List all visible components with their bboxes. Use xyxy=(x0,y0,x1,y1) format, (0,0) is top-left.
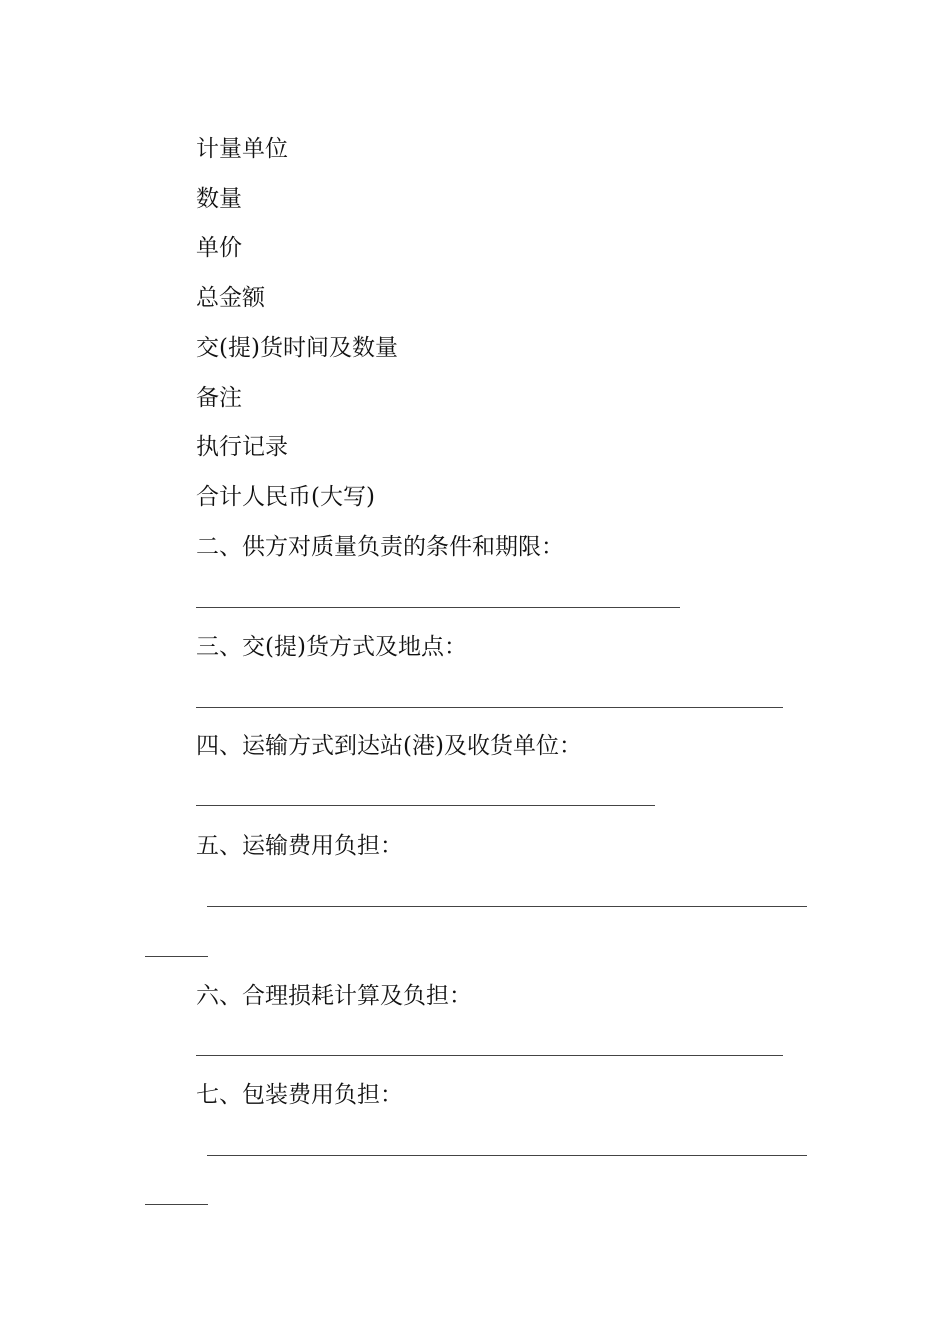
blank-line-loss xyxy=(196,1055,783,1056)
field-execution-record: 执行记录 xyxy=(196,434,288,460)
clause-transport-destination: 四、运输方式到达站(港)及收货单位： xyxy=(196,733,582,759)
blank-line-quality xyxy=(196,607,680,608)
clause-quality-responsibility: 二、供方对质量负责的条件和期限： xyxy=(196,534,564,560)
blank-line-delivery xyxy=(196,707,783,708)
field-delivery-time-quantity: 交(提)货时间及数量 xyxy=(196,335,398,361)
blank-line-transport-cost-cont xyxy=(145,956,208,957)
field-unit-price: 单价 xyxy=(196,235,242,261)
blank-line-packaging xyxy=(207,1155,807,1156)
field-total-rmb-capital: 合计人民币(大写) xyxy=(196,484,375,510)
clause-packaging-cost: 七、包装费用负担： xyxy=(196,1082,403,1108)
blank-line-packaging-cont xyxy=(145,1204,208,1205)
field-total-amount: 总金额 xyxy=(196,285,265,311)
clause-delivery-method-place: 三、交(提)货方式及地点： xyxy=(196,634,467,660)
clause-loss-calculation: 六、合理损耗计算及负担： xyxy=(196,983,472,1009)
blank-line-transport-cost xyxy=(207,906,807,907)
blank-line-transport xyxy=(196,805,655,806)
field-quantity: 数量 xyxy=(196,186,242,212)
field-remarks: 备注 xyxy=(196,385,242,411)
field-unit-of-measure: 计量单位 xyxy=(196,136,288,162)
clause-transport-cost: 五、运输费用负担： xyxy=(196,833,403,859)
